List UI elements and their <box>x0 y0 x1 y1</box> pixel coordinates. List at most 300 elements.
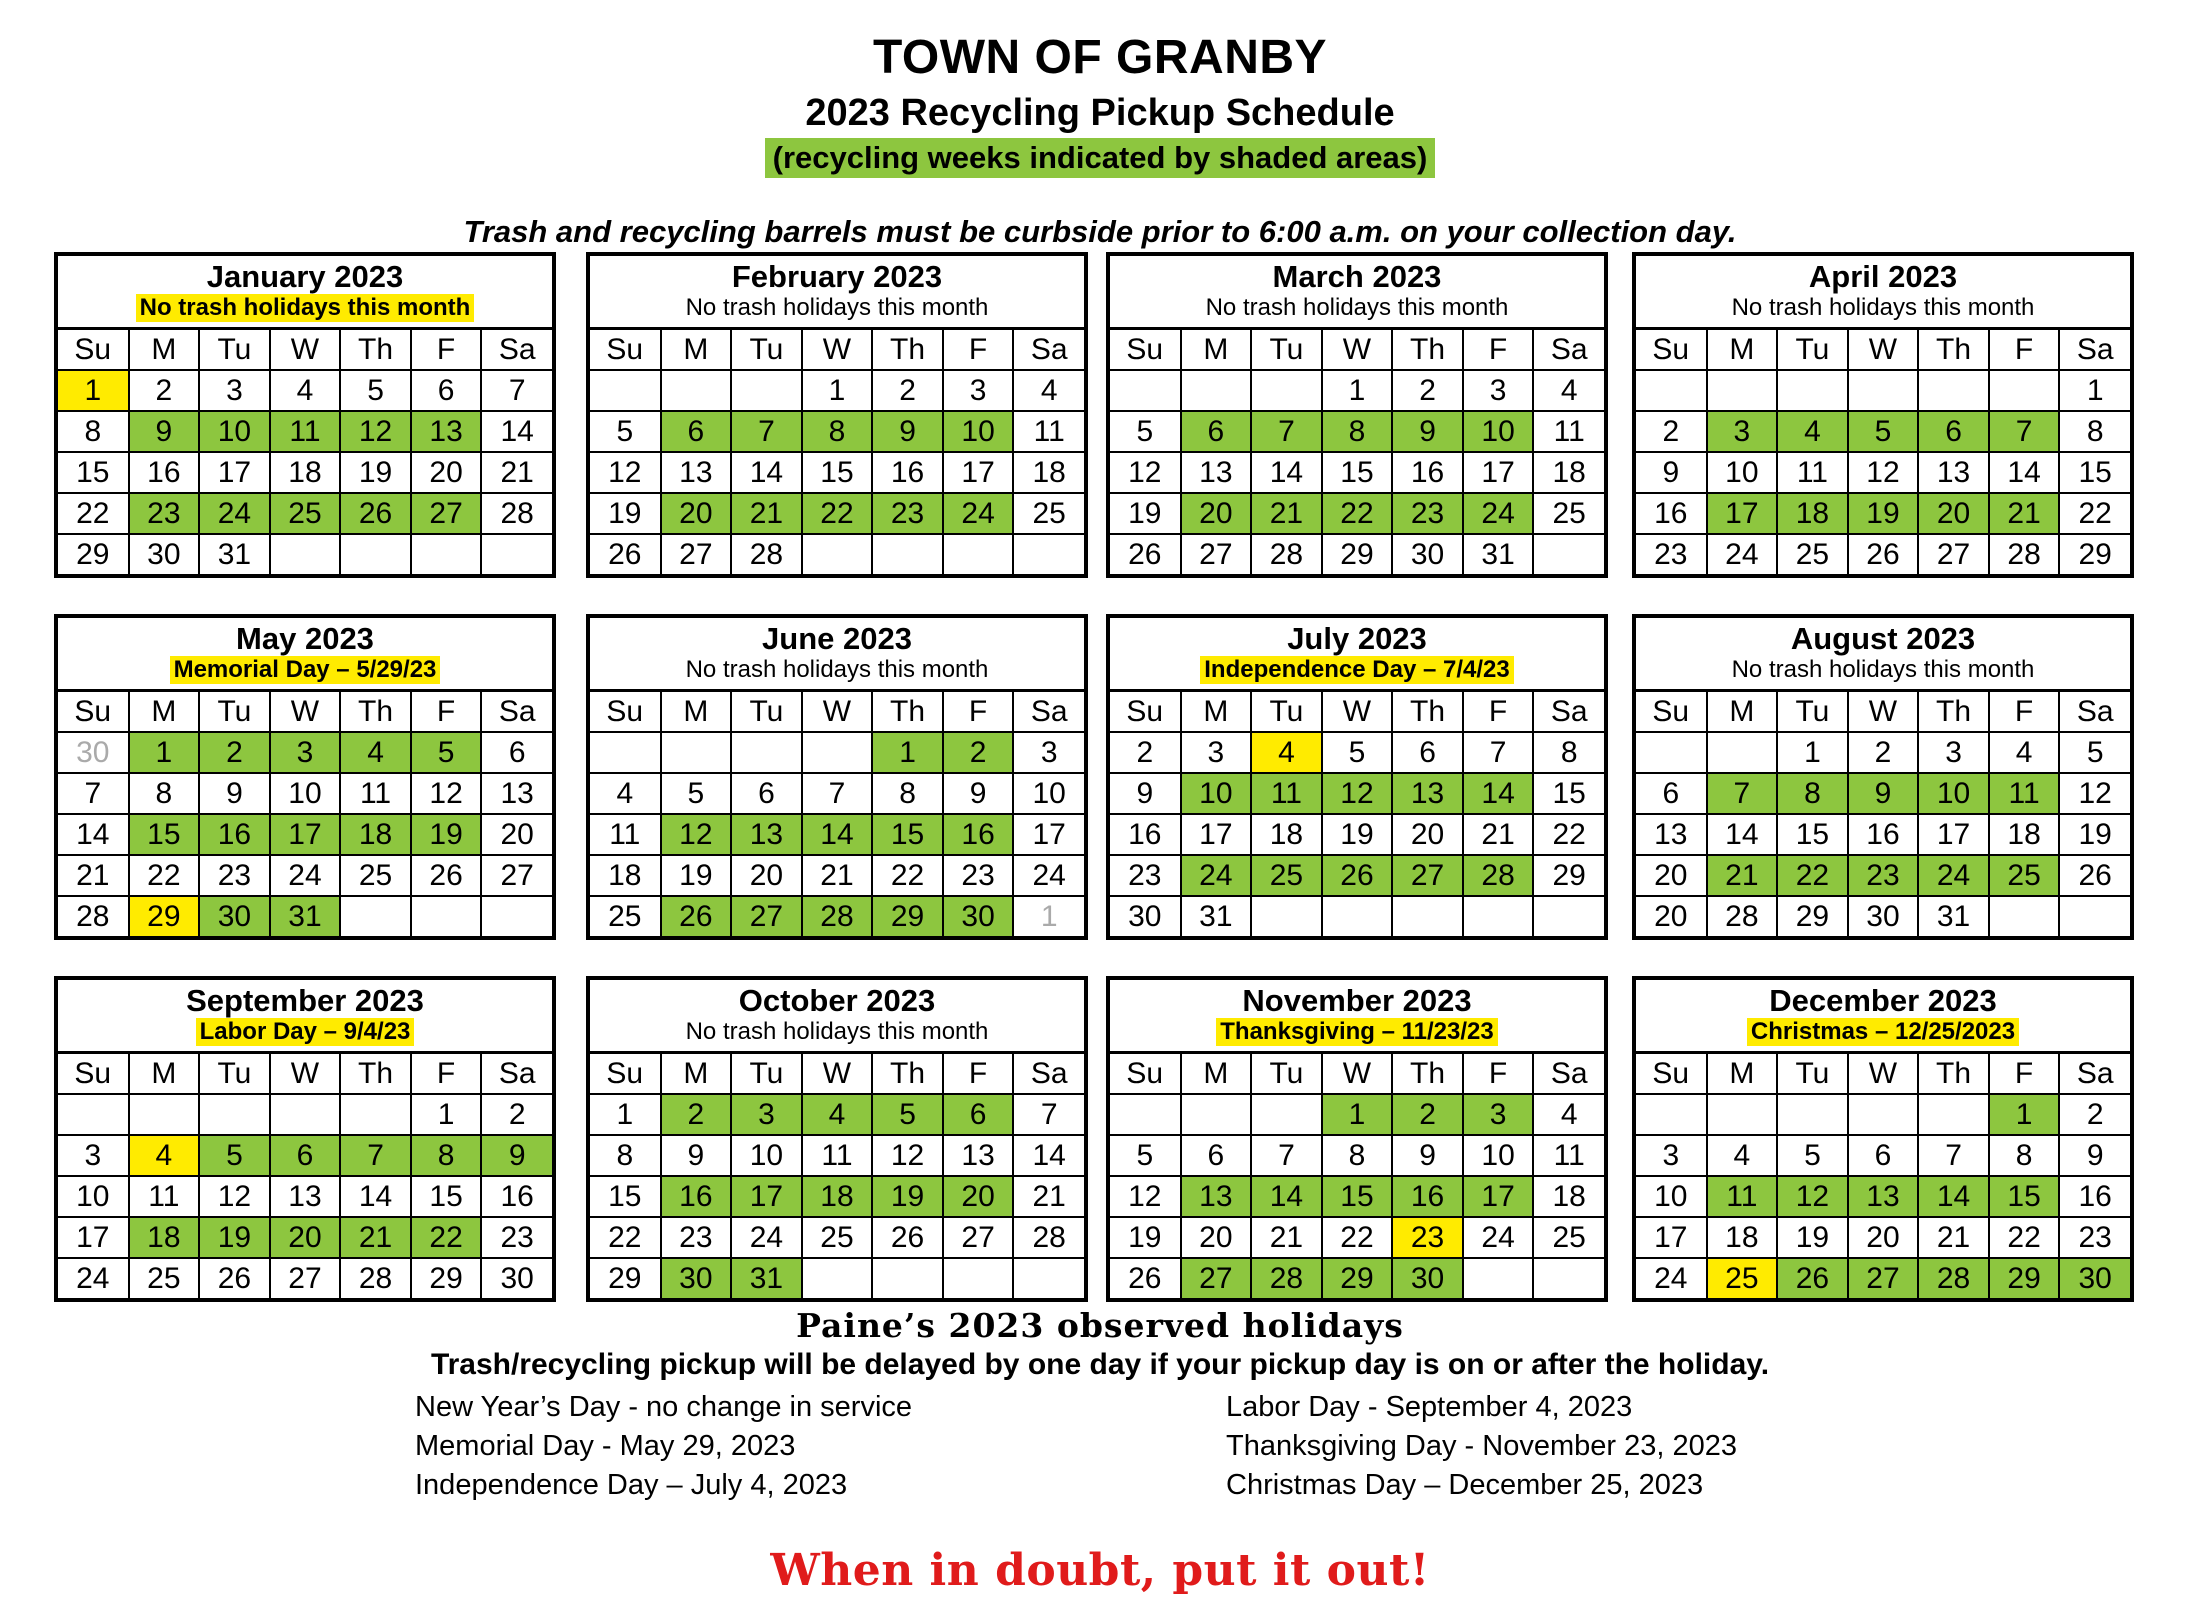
day-cell: 15 <box>802 452 873 493</box>
weekday-header: F <box>411 692 482 732</box>
month-holiday-note: Christmas – 12/25/2023 <box>1747 1018 2019 1046</box>
day-cell: 9 <box>129 411 200 452</box>
week-row <box>590 773 1084 814</box>
day-cell: 16 <box>2059 1176 2130 1217</box>
day-cell: 13 <box>1848 1176 1919 1217</box>
weekday-header: Sa <box>1013 330 1084 370</box>
day-cell: 3 <box>199 370 270 411</box>
month-name: December 2023 <box>1769 983 1997 1018</box>
day-cell <box>731 732 802 773</box>
week-row <box>1110 732 1604 773</box>
day-cell: 29 <box>590 1258 661 1298</box>
day-cell: 18 <box>1707 1217 1778 1258</box>
month-header <box>590 618 1084 692</box>
day-cell: 12 <box>1848 452 1919 493</box>
day-cell: 19 <box>1322 814 1393 855</box>
day-cell: 16 <box>943 814 1014 855</box>
holiday-item: Memorial Day - May 29, 2023 <box>415 1430 796 1462</box>
holidays-title: Paine’s 2023 observed holidays <box>796 1306 1404 1345</box>
day-cell <box>1322 896 1393 936</box>
day-cell: 23 <box>129 493 200 534</box>
day-cell: 24 <box>270 855 341 896</box>
week-row <box>590 493 1084 534</box>
day-cell: 24 <box>1013 855 1084 896</box>
day-cell: 22 <box>1777 855 1848 896</box>
day-cell: 25 <box>590 896 661 936</box>
day-cell: 25 <box>1013 493 1084 534</box>
week-row <box>590 855 1084 896</box>
day-cell: 13 <box>1636 814 1707 855</box>
day-cell: 10 <box>1707 452 1778 493</box>
weekday-header: M <box>1707 1054 1778 1094</box>
month-table <box>590 330 1084 574</box>
week-row <box>590 1258 1084 1298</box>
day-cell: 14 <box>340 1176 411 1217</box>
week-row <box>590 411 1084 452</box>
day-cell: 4 <box>1533 370 1604 411</box>
day-cell <box>1918 1094 1989 1135</box>
day-cell: 17 <box>1181 814 1252 855</box>
day-cell: 16 <box>1392 452 1463 493</box>
day-cell: 15 <box>872 814 943 855</box>
day-cell: 18 <box>1533 452 1604 493</box>
day-cell: 30 <box>661 1258 732 1298</box>
day-cell: 1 <box>411 1094 482 1135</box>
day-cell: 31 <box>731 1258 802 1298</box>
day-cell: 12 <box>1777 1176 1848 1217</box>
day-cell: 2 <box>1848 732 1919 773</box>
day-cell: 15 <box>1533 773 1604 814</box>
weekday-header: Su <box>590 330 661 370</box>
day-cell: 23 <box>1110 855 1181 896</box>
day-cell: 2 <box>1392 370 1463 411</box>
weekday-header: Th <box>340 1054 411 1094</box>
day-cell <box>1181 1094 1252 1135</box>
day-cell: 1 <box>802 370 873 411</box>
day-cell: 28 <box>731 534 802 574</box>
day-cell <box>1251 896 1322 936</box>
day-cell: 18 <box>270 452 341 493</box>
day-cell: 6 <box>481 732 552 773</box>
day-cell: 14 <box>1707 814 1778 855</box>
week-row <box>1636 411 2130 452</box>
weekday-header: Th <box>872 692 943 732</box>
day-cell: 15 <box>2059 452 2130 493</box>
weekday-header: Th <box>1918 1054 1989 1094</box>
week-row <box>58 1094 552 1135</box>
day-cell: 6 <box>1181 1135 1252 1176</box>
month-table <box>590 692 1084 936</box>
day-cell: 15 <box>1322 452 1393 493</box>
week-row <box>590 732 1084 773</box>
day-cell <box>199 1094 270 1135</box>
month-name: March 2023 <box>1272 259 1442 294</box>
day-cell: 14 <box>802 814 873 855</box>
day-cell: 5 <box>2059 732 2130 773</box>
month-holiday-note: No trash holidays this month <box>685 1018 989 1045</box>
day-cell <box>481 534 552 574</box>
weekday-header: M <box>129 330 200 370</box>
day-cell: 10 <box>1918 773 1989 814</box>
day-cell: 3 <box>1181 732 1252 773</box>
day-cell: 1 <box>1322 1094 1393 1135</box>
day-cell: 16 <box>199 814 270 855</box>
day-cell: 5 <box>872 1094 943 1135</box>
weekday-header: M <box>1707 692 1778 732</box>
month-calendar <box>1632 614 2134 940</box>
day-cell: 1 <box>590 1094 661 1135</box>
day-cell <box>1181 370 1252 411</box>
day-cell: 13 <box>1181 1176 1252 1217</box>
holidays-subtitle: Trash/recycling pickup will be delayed by one day if your pickup day is on or after the holiday. <box>430 1348 1770 1381</box>
day-cell: 29 <box>1989 1258 2060 1298</box>
week-row <box>590 814 1084 855</box>
day-cell: 26 <box>1322 855 1393 896</box>
day-cell <box>1533 534 1604 574</box>
month-table <box>1110 330 1604 574</box>
weekday-header: W <box>1848 692 1919 732</box>
day-cell: 19 <box>199 1217 270 1258</box>
day-cell: 22 <box>2059 493 2130 534</box>
day-cell: 17 <box>1463 1176 1534 1217</box>
day-cell: 21 <box>58 855 129 896</box>
day-cell <box>1013 534 1084 574</box>
day-cell: 24 <box>1918 855 1989 896</box>
day-cell: 21 <box>1251 1217 1322 1258</box>
weekday-header: Tu <box>1251 330 1322 370</box>
weekday-header: W <box>1322 1054 1393 1094</box>
day-cell: 24 <box>1181 855 1252 896</box>
day-cell: 21 <box>1251 493 1322 534</box>
month-table <box>1110 1054 1604 1298</box>
weekday-header: M <box>1181 692 1252 732</box>
month-calendar <box>1106 614 1608 940</box>
day-cell: 17 <box>199 452 270 493</box>
month-calendar <box>1632 252 2134 578</box>
day-cell: 19 <box>340 452 411 493</box>
day-cell: 30 <box>1392 534 1463 574</box>
day-cell: 4 <box>1707 1135 1778 1176</box>
week-row <box>1110 1135 1604 1176</box>
day-cell: 6 <box>1918 411 1989 452</box>
month-holiday-note: Independence Day – 7/4/23 <box>1200 656 1513 684</box>
weekday-header: Sa <box>1533 330 1604 370</box>
day-cell <box>270 534 341 574</box>
day-cell <box>1533 1258 1604 1298</box>
day-cell: 3 <box>1636 1135 1707 1176</box>
day-cell: 19 <box>1848 493 1919 534</box>
month-calendar <box>1106 252 1608 578</box>
day-cell: 6 <box>1392 732 1463 773</box>
weekday-header: Tu <box>1251 1054 1322 1094</box>
weekday-header: Th <box>1918 330 1989 370</box>
day-cell: 4 <box>1777 411 1848 452</box>
day-cell: 20 <box>1636 896 1707 936</box>
weekday-header: Tu <box>1777 1054 1848 1094</box>
day-cell <box>872 534 943 574</box>
day-cell <box>1777 1094 1848 1135</box>
week-row <box>1110 1176 1604 1217</box>
day-cell: 21 <box>802 855 873 896</box>
day-cell: 6 <box>1181 411 1252 452</box>
day-cell: 29 <box>1533 855 1604 896</box>
month-table <box>58 330 552 574</box>
day-cell: 4 <box>340 732 411 773</box>
day-cell: 17 <box>1013 814 1084 855</box>
day-cell: 26 <box>1110 1258 1181 1298</box>
day-cell <box>1636 732 1707 773</box>
weekday-header: Th <box>1392 692 1463 732</box>
weekday-header: Th <box>340 692 411 732</box>
day-cell: 10 <box>58 1176 129 1217</box>
weekday-header: W <box>802 330 873 370</box>
weekday-header: Tu <box>199 1054 270 1094</box>
weekday-header: Th <box>1392 330 1463 370</box>
day-cell: 12 <box>1110 452 1181 493</box>
week-row <box>590 534 1084 574</box>
day-cell: 24 <box>1463 493 1534 534</box>
weekday-header: Tu <box>1777 692 1848 732</box>
day-cell <box>1533 896 1604 936</box>
day-cell <box>802 1258 873 1298</box>
day-cell: 20 <box>1181 1217 1252 1258</box>
weekday-header: Sa <box>1533 692 1604 732</box>
day-cell: 30 <box>481 1258 552 1298</box>
day-cell: 16 <box>661 1176 732 1217</box>
day-cell: 28 <box>1251 1258 1322 1298</box>
weekday-header: Su <box>1636 1054 1707 1094</box>
day-cell: 17 <box>1636 1217 1707 1258</box>
day-cell: 20 <box>1848 1217 1919 1258</box>
day-cell: 29 <box>411 1258 482 1298</box>
day-cell: 19 <box>1777 1217 1848 1258</box>
day-cell: 16 <box>1636 493 1707 534</box>
day-cell: 8 <box>1322 1135 1393 1176</box>
day-cell: 24 <box>943 493 1014 534</box>
week-row <box>1636 1094 2130 1135</box>
day-cell: 13 <box>481 773 552 814</box>
month-header <box>58 618 552 692</box>
weekday-header: F <box>943 1054 1014 1094</box>
day-cell <box>590 732 661 773</box>
month-table <box>1636 692 2130 936</box>
week-row <box>58 732 552 773</box>
day-cell: 18 <box>340 814 411 855</box>
day-cell: 3 <box>943 370 1014 411</box>
day-cell: 15 <box>1322 1176 1393 1217</box>
day-cell: 25 <box>1533 493 1604 534</box>
day-cell: 7 <box>731 411 802 452</box>
day-cell: 3 <box>1918 732 1989 773</box>
month-header <box>1110 618 1604 692</box>
month-holiday-note: No trash holidays this month <box>1731 656 2035 683</box>
month-table <box>58 692 552 936</box>
day-cell: 24 <box>1707 534 1778 574</box>
week-row <box>1110 1258 1604 1298</box>
day-cell <box>1110 370 1181 411</box>
day-cell: 2 <box>872 370 943 411</box>
day-cell: 17 <box>1918 814 1989 855</box>
weekday-header: M <box>129 692 200 732</box>
day-cell: 18 <box>129 1217 200 1258</box>
day-cell: 3 <box>58 1135 129 1176</box>
week-row <box>58 814 552 855</box>
week-row <box>1636 1135 2130 1176</box>
day-cell: 11 <box>1989 773 2060 814</box>
day-cell: 18 <box>1533 1176 1604 1217</box>
weekday-header: W <box>802 1054 873 1094</box>
day-cell: 5 <box>411 732 482 773</box>
weekday-header: M <box>129 1054 200 1094</box>
day-cell: 14 <box>1463 773 1534 814</box>
week-row <box>1636 1258 2130 1298</box>
day-cell: 20 <box>943 1176 1014 1217</box>
weekday-header: F <box>1463 330 1534 370</box>
day-cell: 25 <box>802 1217 873 1258</box>
day-cell: 3 <box>1463 1094 1534 1135</box>
day-cell: 25 <box>1251 855 1322 896</box>
week-row <box>58 1258 552 1298</box>
day-cell: 10 <box>943 411 1014 452</box>
day-cell: 30 <box>199 896 270 936</box>
week-row <box>590 452 1084 493</box>
day-cell: 27 <box>731 896 802 936</box>
day-cell: 20 <box>481 814 552 855</box>
day-cell: 29 <box>2059 534 2130 574</box>
day-cell: 11 <box>802 1135 873 1176</box>
weekday-header: F <box>943 330 1014 370</box>
week-row <box>1110 452 1604 493</box>
day-cell: 7 <box>58 773 129 814</box>
week-row <box>1636 732 2130 773</box>
day-cell: 26 <box>340 493 411 534</box>
subtitle-text: Recycling Pickup Schedule <box>900 92 1395 134</box>
week-row <box>590 1217 1084 1258</box>
day-cell: 21 <box>1989 493 2060 534</box>
weekday-header: M <box>661 330 732 370</box>
day-cell: 14 <box>1918 1176 1989 1217</box>
day-cell <box>943 1258 1014 1298</box>
day-cell: 9 <box>2059 1135 2130 1176</box>
day-cell: 1 <box>1013 896 1084 936</box>
week-row <box>1636 855 2130 896</box>
day-cell: 22 <box>1533 814 1604 855</box>
day-cell: 14 <box>1251 452 1322 493</box>
week-row <box>58 1176 552 1217</box>
weekday-header: Su <box>1636 330 1707 370</box>
week-row <box>590 1176 1084 1217</box>
week-row <box>58 773 552 814</box>
month-calendar <box>54 976 556 1302</box>
day-cell: 25 <box>1777 534 1848 574</box>
weekday-header: W <box>1322 692 1393 732</box>
day-cell: 12 <box>872 1135 943 1176</box>
day-cell <box>1013 1258 1084 1298</box>
day-cell: 17 <box>943 452 1014 493</box>
day-cell: 25 <box>1707 1258 1778 1298</box>
day-cell: 5 <box>1848 411 1919 452</box>
day-cell: 1 <box>1989 1094 2060 1135</box>
weekday-header: Su <box>590 692 661 732</box>
month-name: June 2023 <box>762 621 912 656</box>
day-cell: 20 <box>1918 493 1989 534</box>
month-header <box>1636 980 2130 1054</box>
day-cell: 22 <box>872 855 943 896</box>
day-cell: 23 <box>1392 1217 1463 1258</box>
weekday-header: F <box>1989 692 2060 732</box>
day-cell: 21 <box>481 452 552 493</box>
weekday-header: Su <box>1110 692 1181 732</box>
weekday-header: Sa <box>1013 692 1084 732</box>
day-cell: 8 <box>802 411 873 452</box>
day-cell: 22 <box>1989 1217 2060 1258</box>
day-cell: 29 <box>58 534 129 574</box>
day-cell <box>1636 1094 1707 1135</box>
day-cell: 8 <box>590 1135 661 1176</box>
day-cell: 26 <box>661 896 732 936</box>
month-name: July 2023 <box>1287 621 1427 656</box>
weekday-header: W <box>270 692 341 732</box>
day-cell: 28 <box>1463 855 1534 896</box>
month-name: August 2023 <box>1790 621 1976 656</box>
weekday-header: Tu <box>731 330 802 370</box>
day-cell: 10 <box>199 411 270 452</box>
day-cell: 10 <box>1463 411 1534 452</box>
day-cell: 28 <box>1013 1217 1084 1258</box>
day-cell: 7 <box>1918 1135 1989 1176</box>
day-cell: 11 <box>340 773 411 814</box>
weekday-header: F <box>1989 1054 2060 1094</box>
day-cell: 5 <box>199 1135 270 1176</box>
day-cell: 4 <box>1251 732 1322 773</box>
day-cell: 23 <box>943 855 1014 896</box>
day-cell: 19 <box>661 855 732 896</box>
day-cell: 11 <box>1707 1176 1778 1217</box>
week-row <box>1110 855 1604 896</box>
week-row <box>1636 452 2130 493</box>
day-cell: 30 <box>1848 896 1919 936</box>
day-cell <box>481 896 552 936</box>
day-cell: 25 <box>340 855 411 896</box>
week-row <box>1110 896 1604 936</box>
day-cell: 27 <box>1848 1258 1919 1298</box>
day-cell: 28 <box>1918 1258 1989 1298</box>
day-cell: 16 <box>481 1176 552 1217</box>
day-cell: 11 <box>590 814 661 855</box>
week-row <box>1110 814 1604 855</box>
weekday-header: M <box>661 1054 732 1094</box>
day-cell: 14 <box>1251 1176 1322 1217</box>
month-name: October 2023 <box>738 983 936 1018</box>
week-row <box>58 855 552 896</box>
month-header <box>1636 618 2130 692</box>
day-cell: 7 <box>1251 411 1322 452</box>
weekday-header: F <box>411 1054 482 1094</box>
week-row <box>1110 1094 1604 1135</box>
day-cell: 9 <box>1848 773 1919 814</box>
day-cell: 4 <box>270 370 341 411</box>
week-row <box>1636 534 2130 574</box>
day-cell: 12 <box>340 411 411 452</box>
month-header <box>1636 256 2130 330</box>
month-calendar <box>586 976 1088 1302</box>
weekday-header: Th <box>1918 692 1989 732</box>
day-cell: 29 <box>129 896 200 936</box>
weekday-header: F <box>1463 1054 1534 1094</box>
month-holiday-note: No trash holidays this month <box>136 294 475 322</box>
day-cell <box>1707 1094 1778 1135</box>
weekday-header: Su <box>58 692 129 732</box>
